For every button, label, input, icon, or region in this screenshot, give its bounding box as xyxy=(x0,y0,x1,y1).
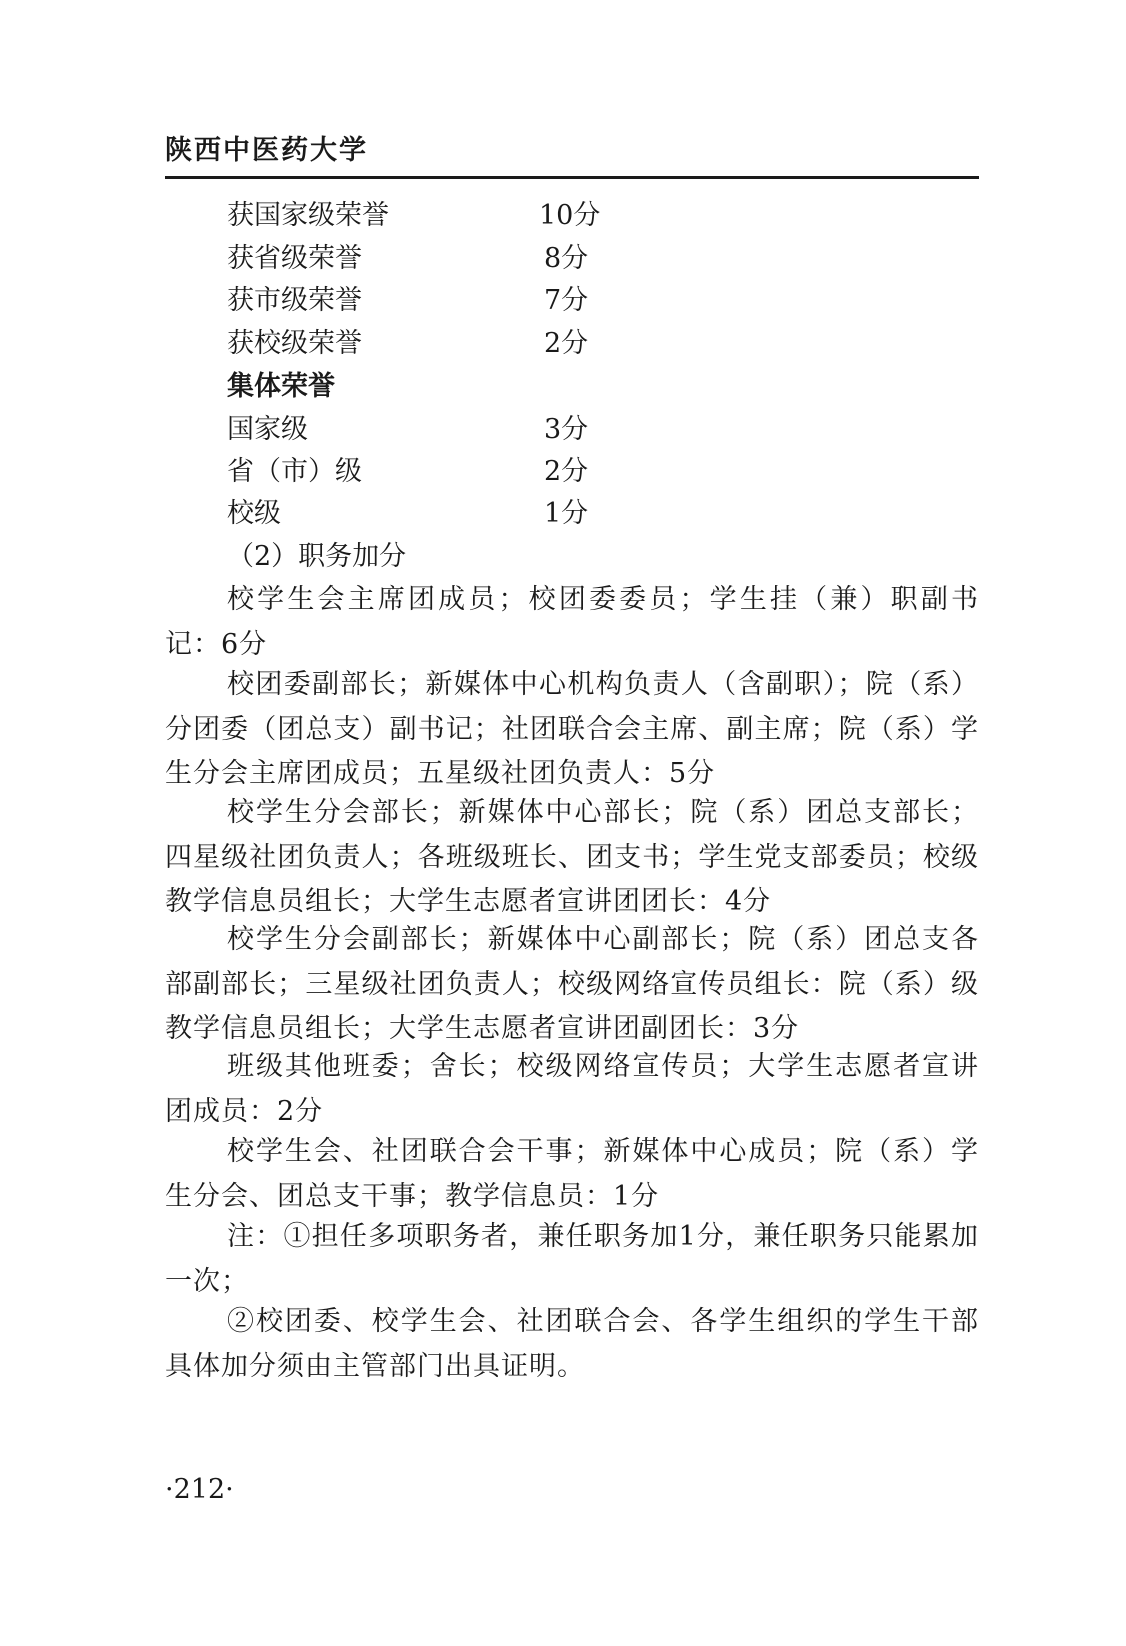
position-section-heading: （2）职务加分 xyxy=(227,541,407,572)
header-title: 陕西中医药大学 xyxy=(165,135,368,166)
position-paragraph-2pts: 班级其他班委；舍长；校级网络宣传员；大学生志愿者宣讲团成员：2分 xyxy=(165,1051,979,1127)
page-number: ·212· xyxy=(165,1474,234,1505)
honor-label: 获国家级荣誉 xyxy=(227,200,389,231)
collective-label: 国家级 xyxy=(227,414,308,445)
page-header xyxy=(165,136,979,179)
position-paragraph-5pts: 校团委副部长；新媒体中心机构负责人（含副职）；院（系）分团委（团总支）副书记；社团联合会主席、副主席；院（系）学生分会主席团成员；五星级社团负责人：5分 xyxy=(165,669,979,789)
honor-score: 7分 xyxy=(544,285,589,316)
collective-score: 2分 xyxy=(544,456,589,487)
position-paragraph-6pts: 校学生会主席团成员；校团委委员；学生挂（兼）职副书记：6分 xyxy=(165,584,979,660)
position-paragraph-3pts: 校学生分会副部长；新媒体中心副部长；院（系）团总支各部副部长；三星级社团负责人；校级网络宣传员组长：院（系）级教学信息员组长；大学生志愿者宣讲团副团长：3分 xyxy=(165,924,979,1044)
position-note-2: ②校团委、校学生会、社团联合会、各学生组织的学生干部具体加分须由主管部门出具证明。 xyxy=(165,1306,979,1382)
honor-score: 8分 xyxy=(544,243,589,274)
position-paragraph-4pts: 校学生分会部长；新媒体中心部长；院（系）团总支部长；四星级社团负责人；各班级班长、团支书；学生党支部委员；校级教学信息员组长；大学生志愿者宣讲团团长：4分 xyxy=(165,797,979,917)
collective-score: 3分 xyxy=(544,414,589,445)
honor-score: 10分 xyxy=(539,200,601,231)
position-note-1: 注：①担任多项职务者，兼任职务加1分，兼任职务只能累加一次； xyxy=(165,1221,979,1297)
honor-label: 获校级荣誉 xyxy=(227,328,362,359)
collective-honors-heading: 集体荣誉 xyxy=(227,371,335,402)
honor-label: 获省级荣誉 xyxy=(227,243,362,274)
collective-label: 省（市）级 xyxy=(227,456,362,487)
honor-score: 2分 xyxy=(544,328,589,359)
collective-score: 1分 xyxy=(544,498,589,529)
collective-label: 校级 xyxy=(227,498,281,529)
position-paragraph-1pt: 校学生会、社团联合会干事；新媒体中心成员；院（系）学生分会、团总支干事；教学信息员：1分 xyxy=(165,1136,979,1212)
honor-label: 获市级荣誉 xyxy=(227,285,362,316)
